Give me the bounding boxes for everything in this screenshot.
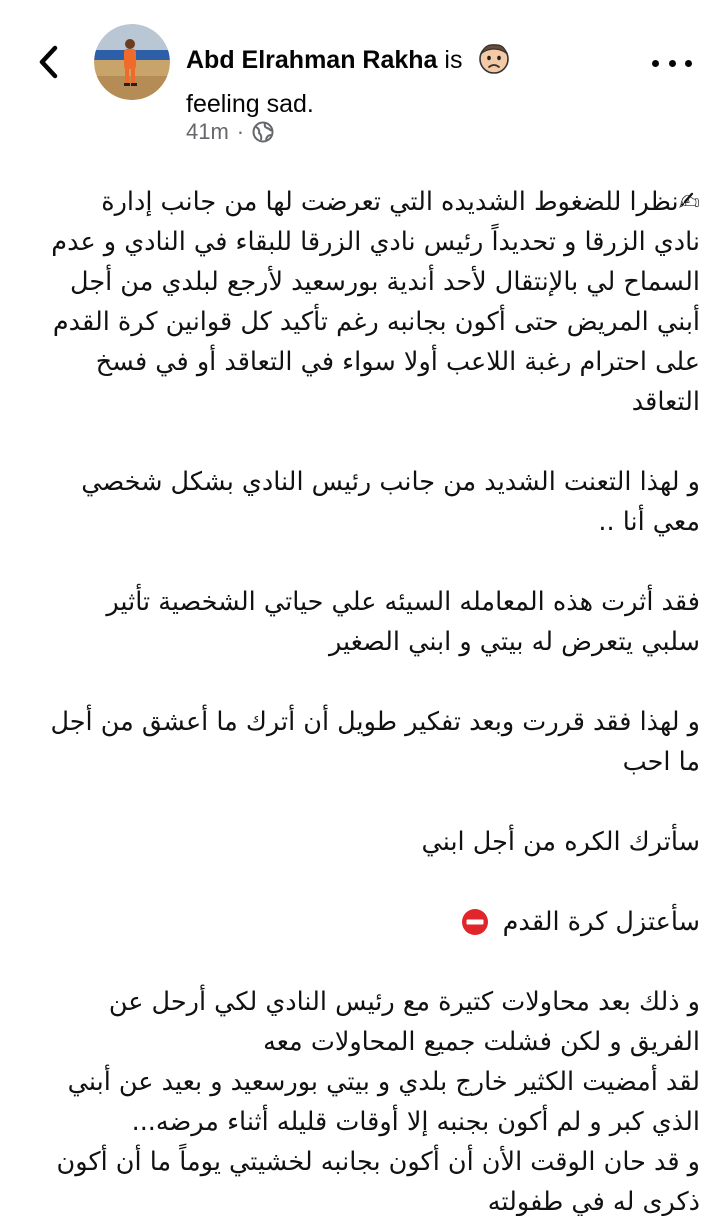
- text-line: فقد أثرت هذه المعامله السيئه علي حياتي الشخصية تأثير: [106, 587, 700, 617]
- meta-separator: ·: [236, 119, 245, 144]
- no-entry-icon: [461, 908, 489, 936]
- profile-photo: [94, 24, 170, 100]
- text-line: سأعتزل كرة القدم: [502, 907, 700, 937]
- text-line: السماح لي بالإنتقال لأحد أندية بورسعيد لأرجع لبلدي من أجل: [70, 267, 700, 297]
- text-line: الفريق و لكن فشلت جميع المحاولات معه: [263, 1027, 700, 1057]
- author-line: [186, 38, 606, 126]
- paragraph-1: [18, 182, 700, 422]
- more-dot-icon: [669, 60, 676, 67]
- sad-face-emoji-icon: [477, 41, 511, 75]
- avatar[interactable]: [94, 24, 170, 100]
- globe-icon[interactable]: [252, 121, 274, 143]
- author-name[interactable]: Abd Elrahman Rakha: [186, 46, 438, 74]
- paragraph-6: [18, 902, 700, 942]
- feeling-text: feeling sad.: [186, 90, 314, 118]
- post-text: [0, 172, 720, 1216]
- paragraph-5: [18, 822, 700, 862]
- text-line: معي أنا ..: [598, 507, 700, 537]
- text-line: نادي الزرقا و تحديداً رئيس نادي الزرقا للبقاء في النادي و عدم: [51, 227, 700, 257]
- more-options-button[interactable]: [652, 48, 692, 78]
- post-header: [0, 0, 720, 172]
- text-line: سلبي يتعرض له بيتي و ابني الصغير: [328, 627, 700, 657]
- text-line: و قد حان الوقت الأن أن أكون بجانبه لخشيتي يوماً ما أن أكون: [56, 1147, 700, 1177]
- post-time[interactable]: 41m: [186, 119, 229, 144]
- paragraph-3: [18, 582, 700, 662]
- text-line: لقد أمضيت الكثير خارج بلدي و بيتي بورسعيد و بعيد عن أبني: [67, 1067, 700, 1097]
- paragraph-4: [18, 702, 700, 782]
- text-line: ما احب: [622, 747, 700, 777]
- back-button[interactable]: [26, 40, 70, 84]
- text-line: ذكرى له في طفولته: [487, 1187, 700, 1216]
- more-dot-icon: [652, 60, 659, 67]
- feeling-prefix: is: [437, 46, 463, 74]
- text-line: و لهذا التعنت الشديد من جانب رئيس النادي بشكل شخصي: [81, 467, 700, 497]
- post-meta: [186, 118, 274, 146]
- text-line: سأترك الكره من أجل ابني: [421, 827, 700, 857]
- text-line-with-icon: [18, 902, 700, 942]
- text-line: التعاقد: [631, 387, 700, 417]
- paragraph-2: [18, 462, 700, 542]
- text-line: أبني المريض حتى أكون بجانبه رغم تأكيد كل قوانين كرة القدم: [52, 307, 700, 337]
- text-line: ✍نظرا للضغوط الشديده التي تعرضت لها من جانب إدارة: [101, 187, 700, 217]
- chevron-left-icon: [37, 45, 59, 79]
- more-dot-icon: [685, 60, 692, 67]
- text-line: الذي كبر و لم أكون بجنبه إلا أوقات قليله أثناء مرضه...: [131, 1107, 700, 1137]
- text-line: و لهذا فقد قررت وبعد تفكير طويل أن أترك ما أعشق من أجل: [50, 707, 700, 737]
- text-line: و ذلك بعد محاولات كتيرة مع رئيس النادي لكي أرحل عن: [108, 987, 700, 1017]
- text-line: على احترام رغبة اللاعب أولا سواء في التعاقد أو في فسخ: [95, 347, 700, 377]
- paragraph-7: [18, 982, 700, 1216]
